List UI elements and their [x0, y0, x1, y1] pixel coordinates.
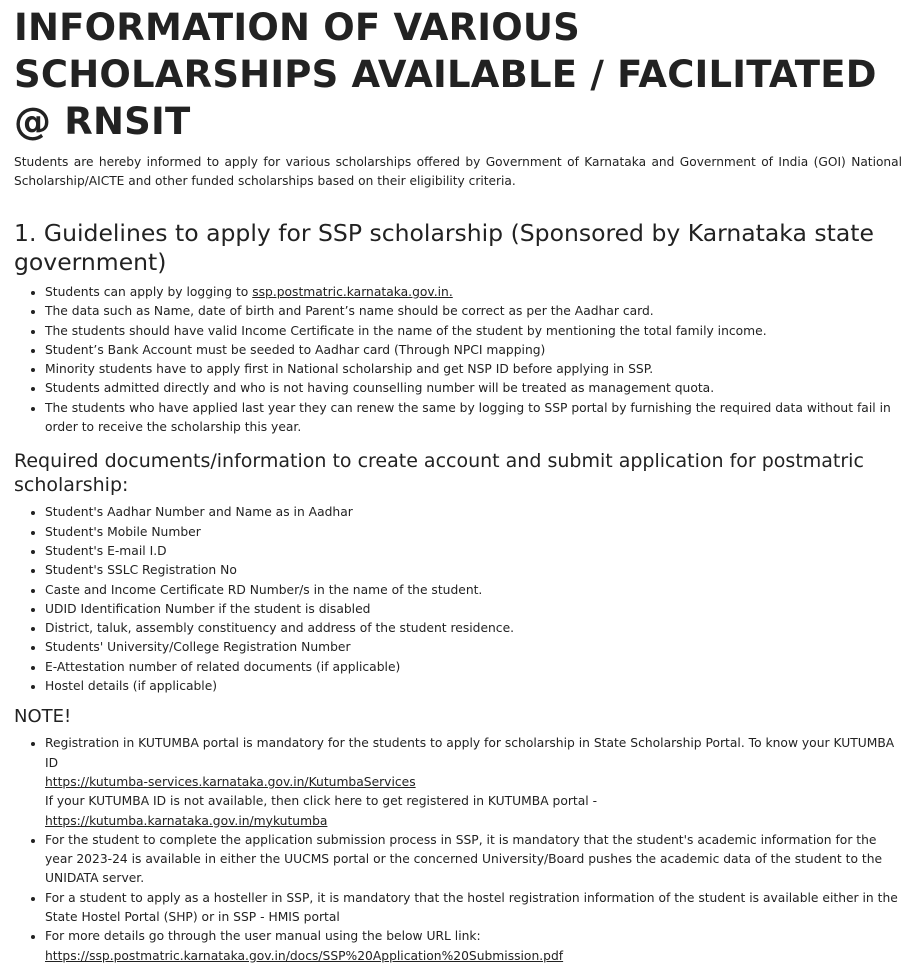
list-item: • For a student to apply as a hosteller in SSP, it is mandatory that the hostel registration information of the student is available either in the State Hostel Portal (SHP) or in SSP - HMIS portal	[45, 889, 902, 928]
ssp-guidelines-heading: 1. Guidelines to apply for SSP scholarship (Sponsored by Karnataka state government)	[14, 219, 874, 276]
list-item: • The students who have applied last year they can renew the same by logging to SSP portal by furnishing the required data without fail in order to receive the scholarship this year.	[45, 399, 902, 438]
list-item: • E-Attestation number of related documents (if applicable)	[45, 658, 902, 677]
note-heading: NOTE!	[14, 706, 72, 728]
list-item	[45, 283, 902, 302]
required-documents-heading: Required documents/information to create account and submit application for postmatric scholarship:	[14, 450, 864, 497]
user-manual-link[interactable]: https://ssp.postmatric.karnataka.gov.in/docs/SSP%20Application%20Submission.pdf	[45, 948, 564, 963]
list-item: • Student's Aadhar Number and Name as in Aadhar	[45, 503, 902, 522]
list-item	[45, 927, 902, 966]
kutumba-note-text: Registration in KUTUMBA portal is mandatory for the students to apply for scholarship in State Scholarship Portal. To know your KUTUMBA ID	[45, 736, 895, 770]
ssp-portal-link[interactable]: ssp.postmatric.karnataka.gov.in.	[252, 285, 453, 299]
list-item: • Students' University/College Registration Number	[45, 638, 902, 657]
list-item: • Student’s Bank Account must be seeded to Aadhar card (Through NPCI mapping)	[45, 341, 902, 360]
page-title: INFORMATION OF VARIOUS SCHOLARSHIPS AVAILABLE / FACILITATED @ RNSIT	[14, 6, 877, 143]
list-item: • Hostel details (if applicable)	[45, 677, 902, 696]
list-item: • Students admitted directly and who is not having counselling number will be treated as management quota.	[45, 379, 902, 398]
list-item: • Student's E-mail I.D	[45, 542, 902, 561]
note-list	[14, 734, 902, 966]
list-item: • District, taluk, assembly constituency and address of the student residence.	[45, 619, 902, 638]
list-item: • Student's SSLC Registration No	[45, 561, 902, 580]
list-item: • Student's Mobile Number	[45, 523, 902, 542]
user-manual-text: For more details go through the user manual using the below URL link:	[45, 929, 481, 944]
list-item: • For the student to complete the application submission process in SSP, it is mandatory that the student's academic information for the year 2023-24 is available in either the UUCMS portal or the concerned University/Board pushes the academic data of the student to the UNIDATA server.	[45, 831, 902, 889]
list-item	[45, 734, 902, 830]
list-item-text: Students can apply by logging to	[45, 285, 253, 299]
kutumba-register-text: If your KUTUMBA ID is not available, then click here to get registered in KUTUMBA portal -	[45, 794, 598, 809]
list-item: • UDID Identification Number if the student is disabled	[45, 600, 902, 619]
ssp-guidelines-list	[14, 283, 902, 437]
kutumba-register-link[interactable]: https://kutumba.karnataka.gov.in/mykutumba	[45, 813, 328, 828]
page-content	[0, 4, 908, 966]
list-item: • Caste and Income Certificate RD Number/s in the name of the student.	[45, 581, 902, 600]
intro-paragraph: Students are hereby informed to apply for various scholarships offered by Government of Karnataka and Government of India (GOI) National Scholarship/AICTE and other funded scholarships based on their eligibility criteria.	[14, 155, 902, 188]
required-documents-list	[14, 503, 902, 696]
list-item: • The data such as Name, date of birth and Parent’s name should be correct as per the Aadhar card.	[45, 302, 902, 321]
list-item: • The students should have valid Income Certificate in the name of the student by mentioning the total family income.	[45, 322, 902, 341]
list-item: • Minority students have to apply first in National scholarship and get NSP ID before applying in SSP.	[45, 360, 902, 379]
kutumba-services-link[interactable]: https://kutumba-services.karnataka.gov.in/KutumbaServices	[45, 774, 416, 789]
